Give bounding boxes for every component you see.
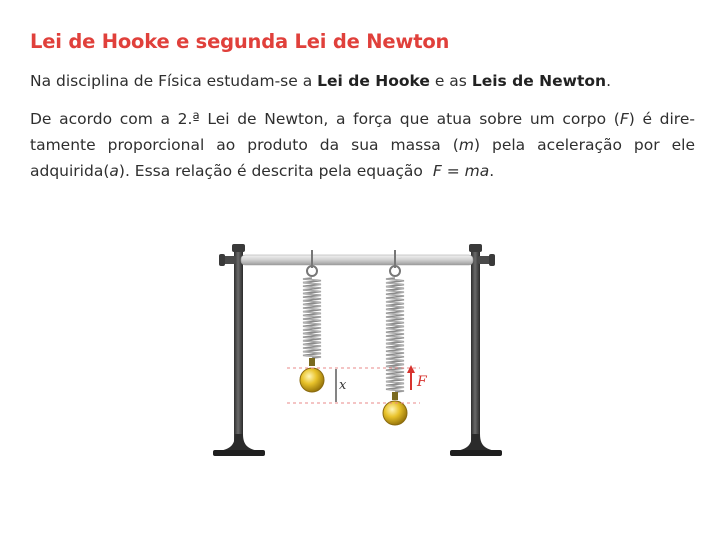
- term-hooke-law: Lei de Hooke: [317, 72, 430, 90]
- spring-stand-illustration: [205, 238, 505, 468]
- horizontal-support-bar: [219, 254, 495, 266]
- paragraph-line-2: [30, 132, 695, 158]
- line2-text-b: pela aceleração por ele: [492, 136, 695, 154]
- symbol-force: (F): [613, 110, 635, 128]
- paragraph-line-1: [30, 106, 695, 132]
- force-label: F: [417, 374, 427, 390]
- mass-1: [300, 358, 324, 392]
- intro-middle: e as: [429, 72, 472, 90]
- line3-text-c: .: [489, 162, 495, 180]
- symbol-mass: (m): [452, 136, 480, 154]
- line3-text-b: . Essa relação é descrita pela equação: [124, 162, 423, 180]
- intro-prefix: Na disciplina de Física estudam-se a: [30, 72, 318, 90]
- line1-text-a: De acordo com a 2.ª Lei de Newton, a força que atua sobre um corpo: [30, 110, 607, 128]
- intro-suffix: .: [606, 72, 611, 90]
- line1-text-b: é dire-: [642, 110, 695, 128]
- spring-stretched: [386, 250, 404, 392]
- newton-law-paragraph: [30, 106, 695, 184]
- line2-text-a: tamente proporcional ao produto da sua massa: [30, 136, 441, 154]
- line3-text-a: adquirida: [30, 162, 104, 180]
- page-title: Lei de Hooke e segunda Lei de Newton: [30, 30, 450, 53]
- right-stand-post: [450, 244, 502, 456]
- spring-unloaded: [303, 250, 321, 358]
- equation-f-ma: F = ma: [432, 162, 490, 180]
- mass-2: [383, 392, 407, 425]
- paragraph-line-3: [30, 158, 695, 184]
- elongation-label: x: [339, 378, 347, 393]
- term-newton-laws: Leis de Newton: [471, 72, 607, 90]
- symbol-acceleration: (a): [103, 162, 125, 180]
- left-stand-post: [213, 244, 265, 456]
- intro-paragraph: [30, 68, 695, 94]
- force-arrow: [407, 365, 415, 390]
